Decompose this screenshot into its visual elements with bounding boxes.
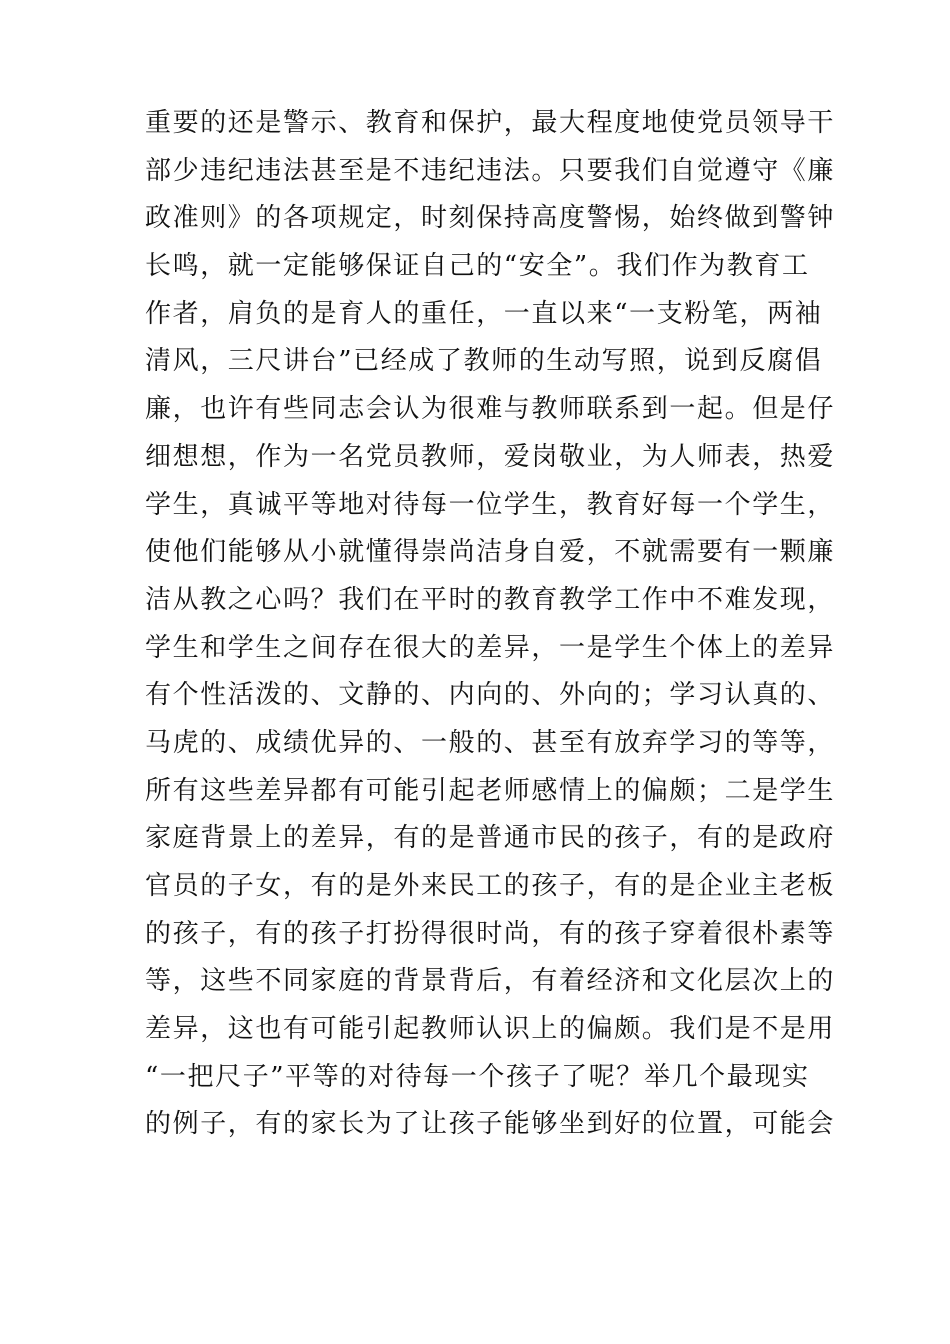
text-line: 学生，真诚平等地对待每一位学生，教育好每一个学生， — [145, 489, 836, 520]
body-text — [145, 100, 836, 1149]
text-line: 官员的子女，有的是外来民工的孩子，有的是企业主老板 — [145, 871, 836, 901]
text-line: 有个性活泼的、文静的、内向的、外向的；学习认真的、 — [145, 680, 836, 711]
text-line: 的例子，有的家长为了让孩子能够坐到好的位置，可能会 — [145, 1109, 836, 1140]
text-line: 廉，也许有些同志会认为很难与教师联系到一起。但是仔 — [145, 394, 836, 425]
text-line: 所有这些差异都有可能引起老师感情上的偏颇；二是学生 — [145, 775, 836, 806]
text-line: 部少违纪违法甚至是不违纪违法。只要我们自觉遵守《廉 — [145, 155, 836, 186]
text-line: 马虎的、成绩优异的、一般的、甚至有放弃学习的等等， — [145, 727, 836, 758]
text-line: 重要的还是警示、教育和保护，最大程度地使党员领导干 — [145, 108, 836, 138]
text-line: “一把尺子”平等的对待每一个孩子了呢？举几个最现实 — [145, 1061, 810, 1092]
text-line: 学生和学生之间存在很大的差异，一是学生个体上的差异 — [145, 632, 836, 663]
text-line: 政准则》的各项规定，时刻保持高度警惕，始终做到警钟 — [145, 203, 836, 234]
text-line: 洁从教之心吗？我们在平时的教育教学工作中不难发现， — [145, 584, 836, 615]
text-line: 使他们能够从小就懂得崇尚洁身自爱，不就需要有一颗廉 — [145, 537, 836, 568]
text-line: 作者，肩负的是育人的重任，一直以来“一支粉笔，两袖 — [145, 298, 823, 329]
text-line: 的孩子，有的孩子打扮得很时尚，有的孩子穿着很朴素等 — [145, 918, 836, 949]
text-line: 细想想，作为一名党员教师，爱岗敬业，为人师表，热爱 — [145, 441, 836, 472]
text-line: 清风，三尺讲台”已经成了教师的生动写照，说到反腐倡 — [145, 346, 823, 377]
text-line: 等，这些不同家庭的背景背后，有着经济和文化层次上的 — [145, 966, 836, 997]
text-line: 差异，这也有可能引起教师认识上的偏颇。我们是不是用 — [145, 1014, 836, 1045]
text-line: 长鸣，就一定能够保证自己的“安全”。我们作为教育工 — [145, 251, 810, 282]
text-line: 家庭背景上的差异，有的是普通市民的孩子，有的是政府 — [145, 823, 836, 854]
